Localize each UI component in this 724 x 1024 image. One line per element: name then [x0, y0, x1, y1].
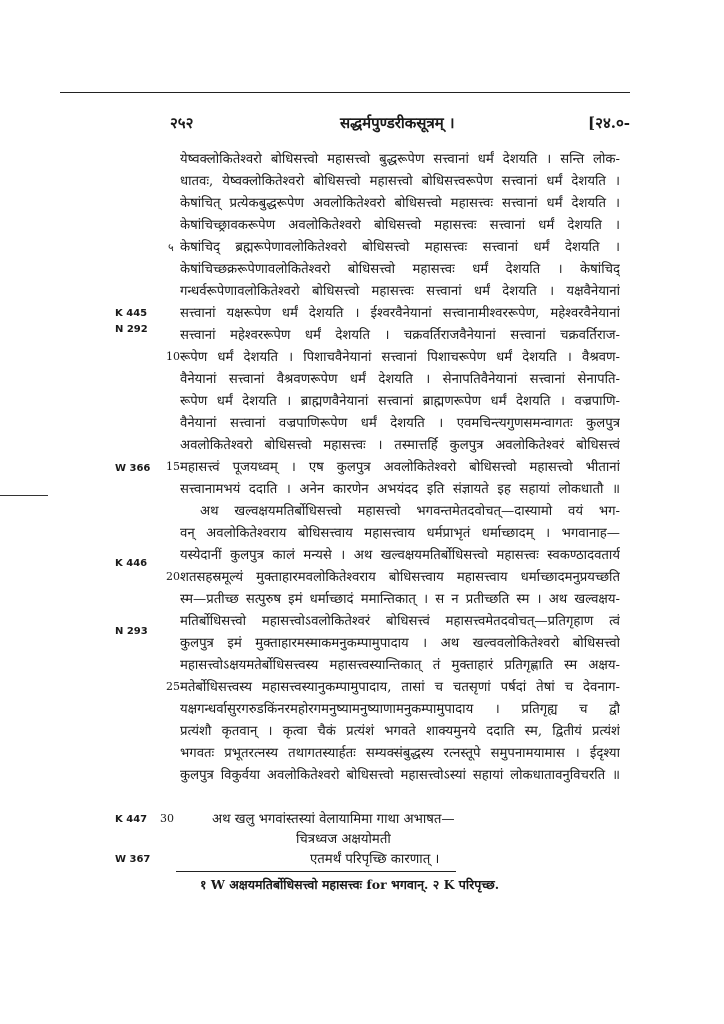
- text-line: यस्येदानीं कुलपुत्र कालं मन्यसे । अथ खल्वक्षयमतिर्बोधिसत्त्वो महासत्त्वः स्वकण्ठादवतार्य: [180, 548, 620, 563]
- page-header: [170, 113, 630, 137]
- text-line: अथ खलु भगवांस्तस्यां वेलायामिमा गाथा अभाषत—: [212, 812, 455, 827]
- text-line: यक्षगन्धर्वासुरगरुडकिंनरमहोरगमनुष्यामनुष्याणामनुकम्पामुपादाय । प्रतिगृह्य च द्वौ: [180, 702, 620, 717]
- text-line: मतिर्बोधिसत्त्वो महासत्त्वोऽवलोकितेश्वरं बोधिसत्त्वं महासत्त्वमेतदवोचत्—प्रतिगृहाण त्वं: [180, 614, 620, 629]
- margin-note: W 367: [115, 854, 151, 865]
- margin-note: N 293: [115, 626, 148, 637]
- text-line: महासत्त्वं पूजयध्वम् । एष कुलपुत्र अवलोकितेश्वरो बोधिसत्त्वो महासत्त्वो भीतानां: [180, 460, 620, 475]
- text-line: भगवतः प्रभूतरत्नस्य तथागतस्यार्हतः सम्यक्संबुद्धस्य रत्नस्तूपे समुपनामयामास । ईदृश्या: [180, 746, 620, 761]
- text-line: केषांचिच्छक्ररूपेणावलोकितेश्वरो बोधिसत्त्वो महासत्त्वः धर्मं देशयति । केषांचिद्: [180, 262, 620, 277]
- text-line: प्रत्यंशौ कृतवान् । कृत्वा चैकं प्रत्यंशं भगवते शाक्यमुनये ददाति स्म, द्वितीयं प्रत्यंशं: [180, 724, 620, 739]
- footnote-rule: [176, 871, 456, 872]
- text-line: केषांचिद् ब्रह्मरूपेणावलोकितेश्वरो बोधिसत्त्वो महासत्त्वः सत्त्वानां धर्मं देशयति ।: [180, 240, 620, 255]
- text-line: वन् अवलोकितेश्वराय बोधिसत्त्वाय महासत्त्वाय धर्मप्राभृतं धर्माच्छादम् । भगवानाह—: [180, 526, 620, 541]
- line-number: 15: [166, 460, 180, 473]
- text-line: महासत्त्वोऽक्षयमतेर्बोधिसत्त्वस्य महासत्त्वस्यान्तिकात् तं मुक्ताहारं प्रतिगृह्णाति स्म अक्षय-: [180, 658, 620, 673]
- margin-note: N 292: [115, 324, 148, 335]
- top-rule: [60, 92, 630, 93]
- margin-note: K 445: [115, 308, 148, 319]
- section-reference: [२४.०-: [588, 114, 630, 132]
- margin-note: K 447: [115, 814, 148, 825]
- text-line: कुलपुत्र इमं मुक्ताहारमस्माकमनुकम्पामुपादाय । अथ खल्ववलोकितेश्वरो बोधिसत्त्वो: [180, 636, 620, 651]
- page-title: सद्धर्मपुण्डरीकसूत्रम् ।: [340, 114, 455, 132]
- text-line: गन्धर्वरूपेणावलोकितेश्वरो बोधिसत्त्वो महासत्त्वः सत्त्वानां धर्मं देशयति । यक्षवैनेयानां: [180, 284, 620, 299]
- footnote: १ W अक्षयमतिर्बोधिसत्त्वो महासत्त्वः for भगवान्. २ K परिपृच्छ.: [200, 877, 500, 892]
- text-line: केषांचित् प्रत्येकबुद्धरूपेण अवलोकितेश्वरो बोधिसत्त्वो महासत्त्वः सत्त्वानां धर्मं देशयति ।: [180, 196, 620, 211]
- verse-line: एतमर्थं परिपृच्छि कारणात् ।: [310, 852, 440, 867]
- text-line: रूपेण धर्मं देशयति । ब्राह्मणवैनेयानां सत्त्वानां ब्राह्मणरूपेण धर्मं देशयति । वज्रपाणि-: [180, 394, 620, 409]
- text-line: कुलपुत्र विकुर्वया अवलोकितेश्वरो बोधिसत्त्वो महासत्त्वोऽस्यां सहायां लोकधातावनुविचरति ॥: [180, 768, 620, 783]
- line-number: 30: [160, 812, 174, 825]
- text-line: येष्वक्लोकितेश्वरो बोधिसत्त्वो महासत्त्वो बुद्धरूपेण सत्त्वानां धर्मं देशयति । सन्ति लोक-: [180, 152, 620, 167]
- margin-note: W 366: [115, 463, 151, 474]
- text-line: वैनेयानां सत्त्वानां वैश्रवणरूपेण धर्मं देशयति । सेनापतिवैनेयानां सत्त्वानां सेनापति-: [180, 372, 620, 387]
- text-line: मतेर्बोधिसत्त्वस्य महासत्त्वस्यानुकम्पामुपादाय, तासां च चतसृणां पर्षदां तेषां च देवनाग-: [180, 680, 620, 695]
- text-line: रूपेण धर्मं देशयति । पिशाचवैनेयानां सत्त्वानां पिशाचरूपेण धर्मं देशयति । वैश्रवण-: [180, 350, 620, 365]
- text-line: सत्त्वानां महेश्वररूपेण धर्मं देशयति । चक्रवर्तिराजवैनेयानां सत्त्वानां चक्रवर्तिराज-: [180, 328, 620, 343]
- text-line: सत्त्वानां यक्षरूपेण धर्मं देशयति । ईश्वरवैनेयानां सत्त्वानामीश्वररूपेण, महेश्वरवैनेयानां: [180, 306, 620, 321]
- margin-note: K 446: [115, 558, 148, 569]
- text-line: स्म—प्रतीच्छ सत्पुरुष इमं धर्माच्छादं ममान्तिकात् । स न प्रतीच्छति स्म । अथ खल्वक्षय-: [180, 592, 620, 607]
- page-number: २५२: [170, 114, 194, 132]
- line-number: ५: [168, 241, 174, 254]
- text-line: केषांचिच्छ्रावकरूपेण अवलोकितेश्वरो बोधिसत्त्वो महासत्त्वः सत्त्वानां धर्मं देशयति ।: [180, 218, 620, 233]
- line-number: 10: [166, 350, 180, 363]
- line-number: 20: [166, 570, 180, 583]
- text-line: सत्त्वानामभयं ददाति । अनेन कारणेन अभयंदद इति संज्ञायते इह सहायां लोकधातौ ॥: [180, 482, 620, 497]
- text-line: शतसहस्रमूल्यं मुक्ताहारमवलोकितेश्वराय बोधिसत्त्वाय महासत्त्वाय धर्माच्छादमनुप्रयच्छति: [180, 570, 620, 585]
- margin-rule: [0, 495, 48, 496]
- text-line: धातवः, येष्वक्लोकितेश्वरो बोधिसत्त्वो महासत्त्वो बोधिसत्त्वरूपेण सत्त्वानां धर्मं देशयति ।: [180, 174, 620, 189]
- text-line: अथ खल्वक्षयमतिर्बोधिसत्त्वो महासत्त्वो भगवन्तमेतदवोचत्—दास्यामो वयं भग-: [200, 504, 620, 519]
- text-line: अवलोकितेश्वरो बोधिसत्त्वो महासत्त्वः । तस्मात्तर्हि कुलपुत्र अवलोकितेश्वरं बोधिसत्त्वं: [180, 438, 620, 453]
- text-line: वैनेयानां सत्त्वानां वज्रपाणिरूपेण धर्मं देशयति । एवमचिन्त्यगुणसमन्वागतः कुलपुत्र: [180, 416, 620, 431]
- line-number: 25: [166, 680, 180, 693]
- verse-line: चित्रध्वज अक्षयोमती: [296, 832, 391, 847]
